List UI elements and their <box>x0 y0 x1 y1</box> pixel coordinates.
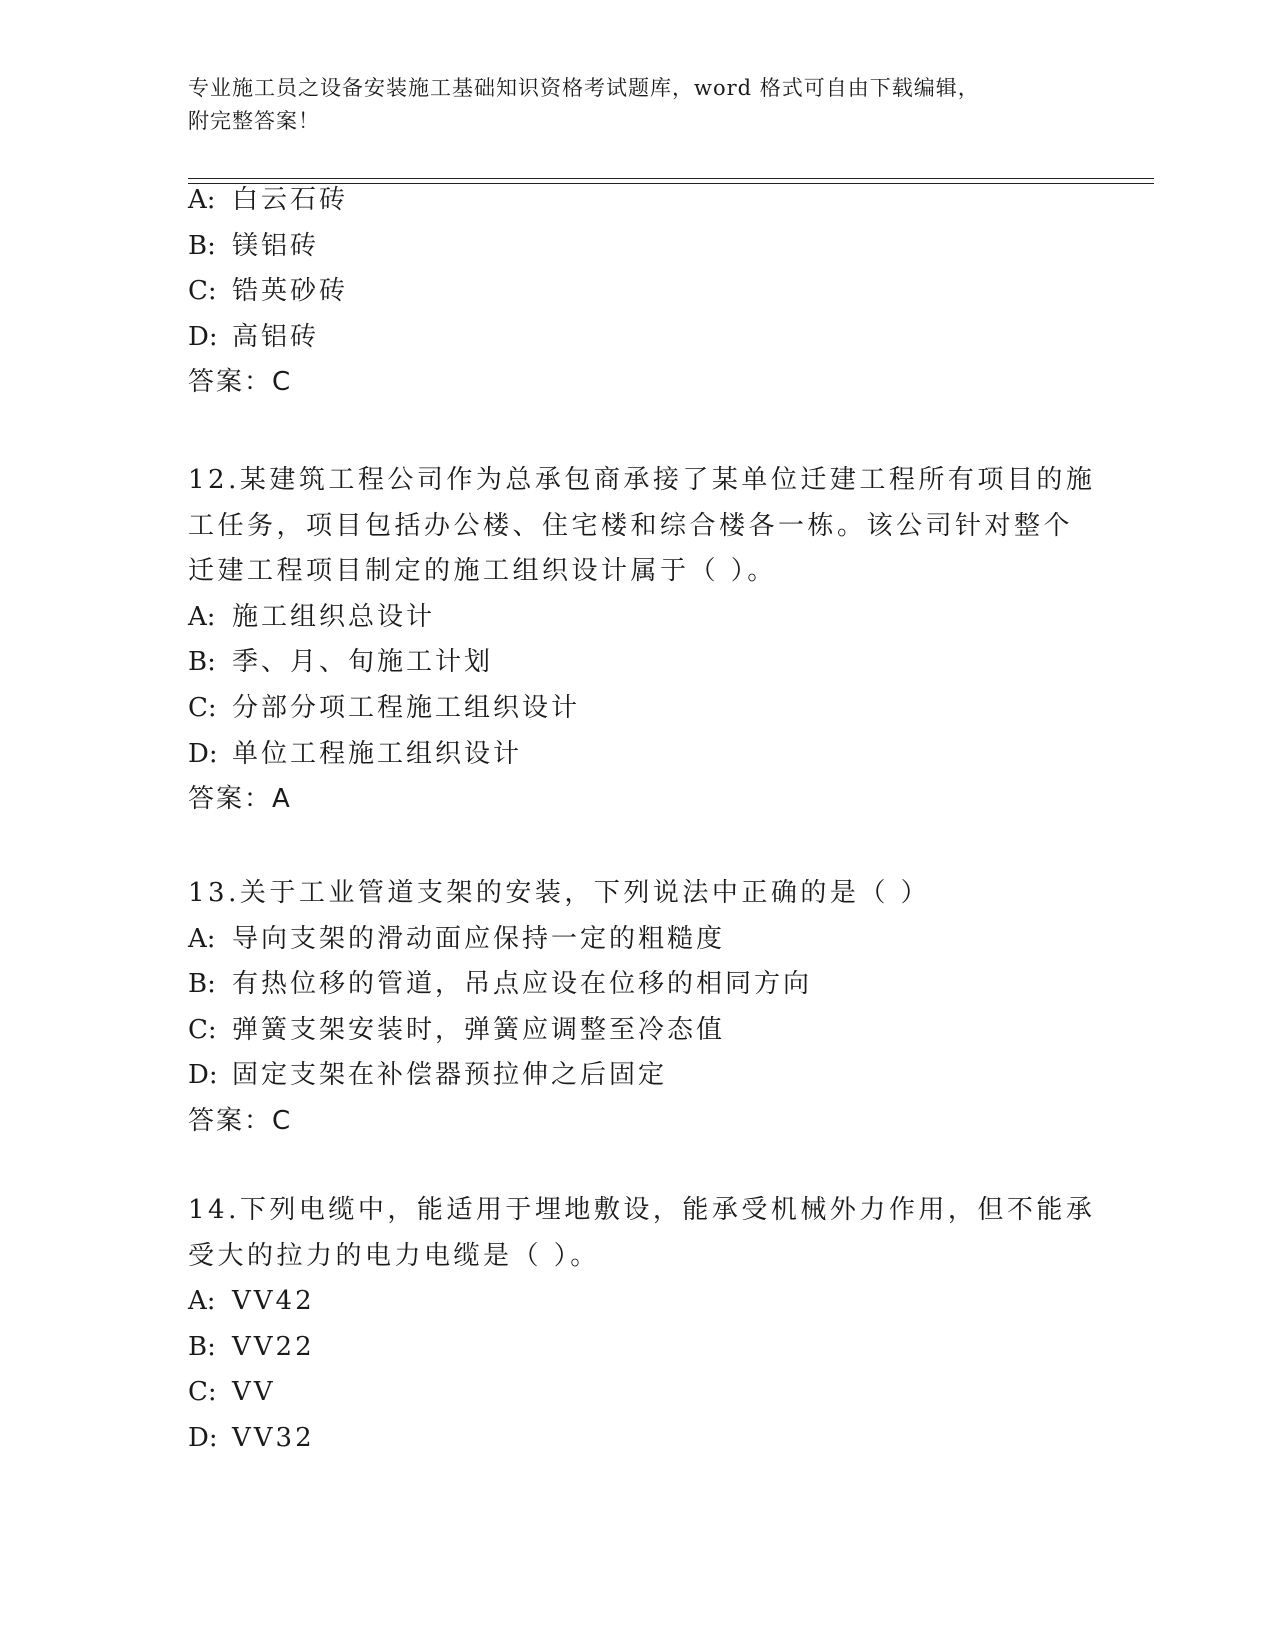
question-11 <box>188 178 1088 406</box>
answer-line: 答案：C <box>188 367 293 398</box>
option-a <box>188 1279 1088 1325</box>
option-text: 弹簧支架安装时，弹簧应调整至冷态值 <box>232 1014 726 1045</box>
option-a <box>188 178 1088 224</box>
question-stem <box>188 458 1096 595</box>
option-text: 单位工程施工组织设计 <box>232 738 523 769</box>
option-b <box>188 962 1088 1008</box>
option-letter: C: <box>188 1014 217 1045</box>
document-header <box>188 72 1088 138</box>
option-b <box>188 640 1088 686</box>
option-text: 施工组织总设计 <box>232 601 436 632</box>
option-c <box>188 1370 1088 1416</box>
option-d <box>188 1053 1088 1099</box>
option-text: 分部分项工程施工组织设计 <box>232 692 581 723</box>
option-b <box>188 1325 1088 1371</box>
question-14 <box>188 1188 1096 1462</box>
option-letter: C: <box>188 276 217 307</box>
option-letter: D: <box>188 738 218 769</box>
option-letter: B: <box>188 647 216 678</box>
question-stem-line: 工任务，项目包括办公楼、住宅楼和综合楼各一栋。该公司针对整个 <box>188 510 1074 541</box>
option-letter: D: <box>188 1422 218 1453</box>
header-line-2: 附完整答案！ <box>188 109 320 133</box>
question-13 <box>188 871 1088 1145</box>
option-d <box>188 732 1088 778</box>
option-d <box>188 1416 1088 1462</box>
option-letter: C: <box>188 1377 217 1408</box>
header-line-1: 专业施工员之设备安装施工基础知识资格考试题库，word 格式可自由下载编辑， <box>188 76 980 100</box>
option-letter: D: <box>188 321 218 352</box>
option-c <box>188 686 1088 732</box>
option-letter: A: <box>188 185 216 215</box>
option-text: VV32 <box>232 1422 315 1453</box>
question-stem-line: 13.关于工业管道支架的安装，下列说法中正确的是（ ） <box>188 878 931 908</box>
option-text: 锆英砂砖 <box>232 276 349 307</box>
question-stem-line: 14.下列电缆中，能适用于埋地敷设，能承受机械外力作用，但不能承 <box>188 1195 1096 1225</box>
option-text: 高铝砖 <box>232 321 320 352</box>
option-letter: A: <box>188 923 216 954</box>
question-stem-line: 迁建工程项目制定的施工组织设计属于（ ）。 <box>188 556 777 587</box>
question-stem <box>188 1188 1096 1279</box>
option-letter: B: <box>188 1331 216 1362</box>
option-a <box>188 595 1088 641</box>
option-d <box>188 315 1088 361</box>
option-letter: B: <box>188 230 216 261</box>
answer-line: 答案：A <box>188 784 292 815</box>
question-12 <box>188 458 1096 823</box>
option-text: 季、月、旬施工计划 <box>232 647 494 678</box>
option-text: VV42 <box>232 1286 315 1317</box>
option-b <box>188 224 1088 270</box>
option-letter: D: <box>188 1060 218 1091</box>
option-text: 有热位移的管道，吊点应设在位移的相同方向 <box>232 969 813 1000</box>
question-stem-line: 12.某建筑工程公司作为总承包商承接了某单位迁建工程所有项目的施 <box>188 465 1096 495</box>
option-text: VV <box>232 1377 276 1408</box>
option-text: 镁铝砖 <box>232 230 320 261</box>
option-text: VV22 <box>232 1331 315 1362</box>
option-text: 导向支架的滑动面应保持一定的粗糙度 <box>232 923 726 954</box>
option-letter: A: <box>188 1286 216 1317</box>
answer-line: 答案：C <box>188 1105 293 1136</box>
option-letter: C: <box>188 692 217 723</box>
option-letter: A: <box>188 601 216 632</box>
option-text: 白云石砖 <box>232 185 349 215</box>
option-c <box>188 1008 1088 1054</box>
question-stem-line: 受大的拉力的电力电缆是（ ）。 <box>188 1240 600 1271</box>
option-a <box>188 917 1088 963</box>
option-c <box>188 269 1088 315</box>
option-text: 固定支架在补偿器预拉伸之后固定 <box>232 1060 668 1091</box>
option-letter: B: <box>188 969 216 1000</box>
question-stem <box>188 871 1068 917</box>
